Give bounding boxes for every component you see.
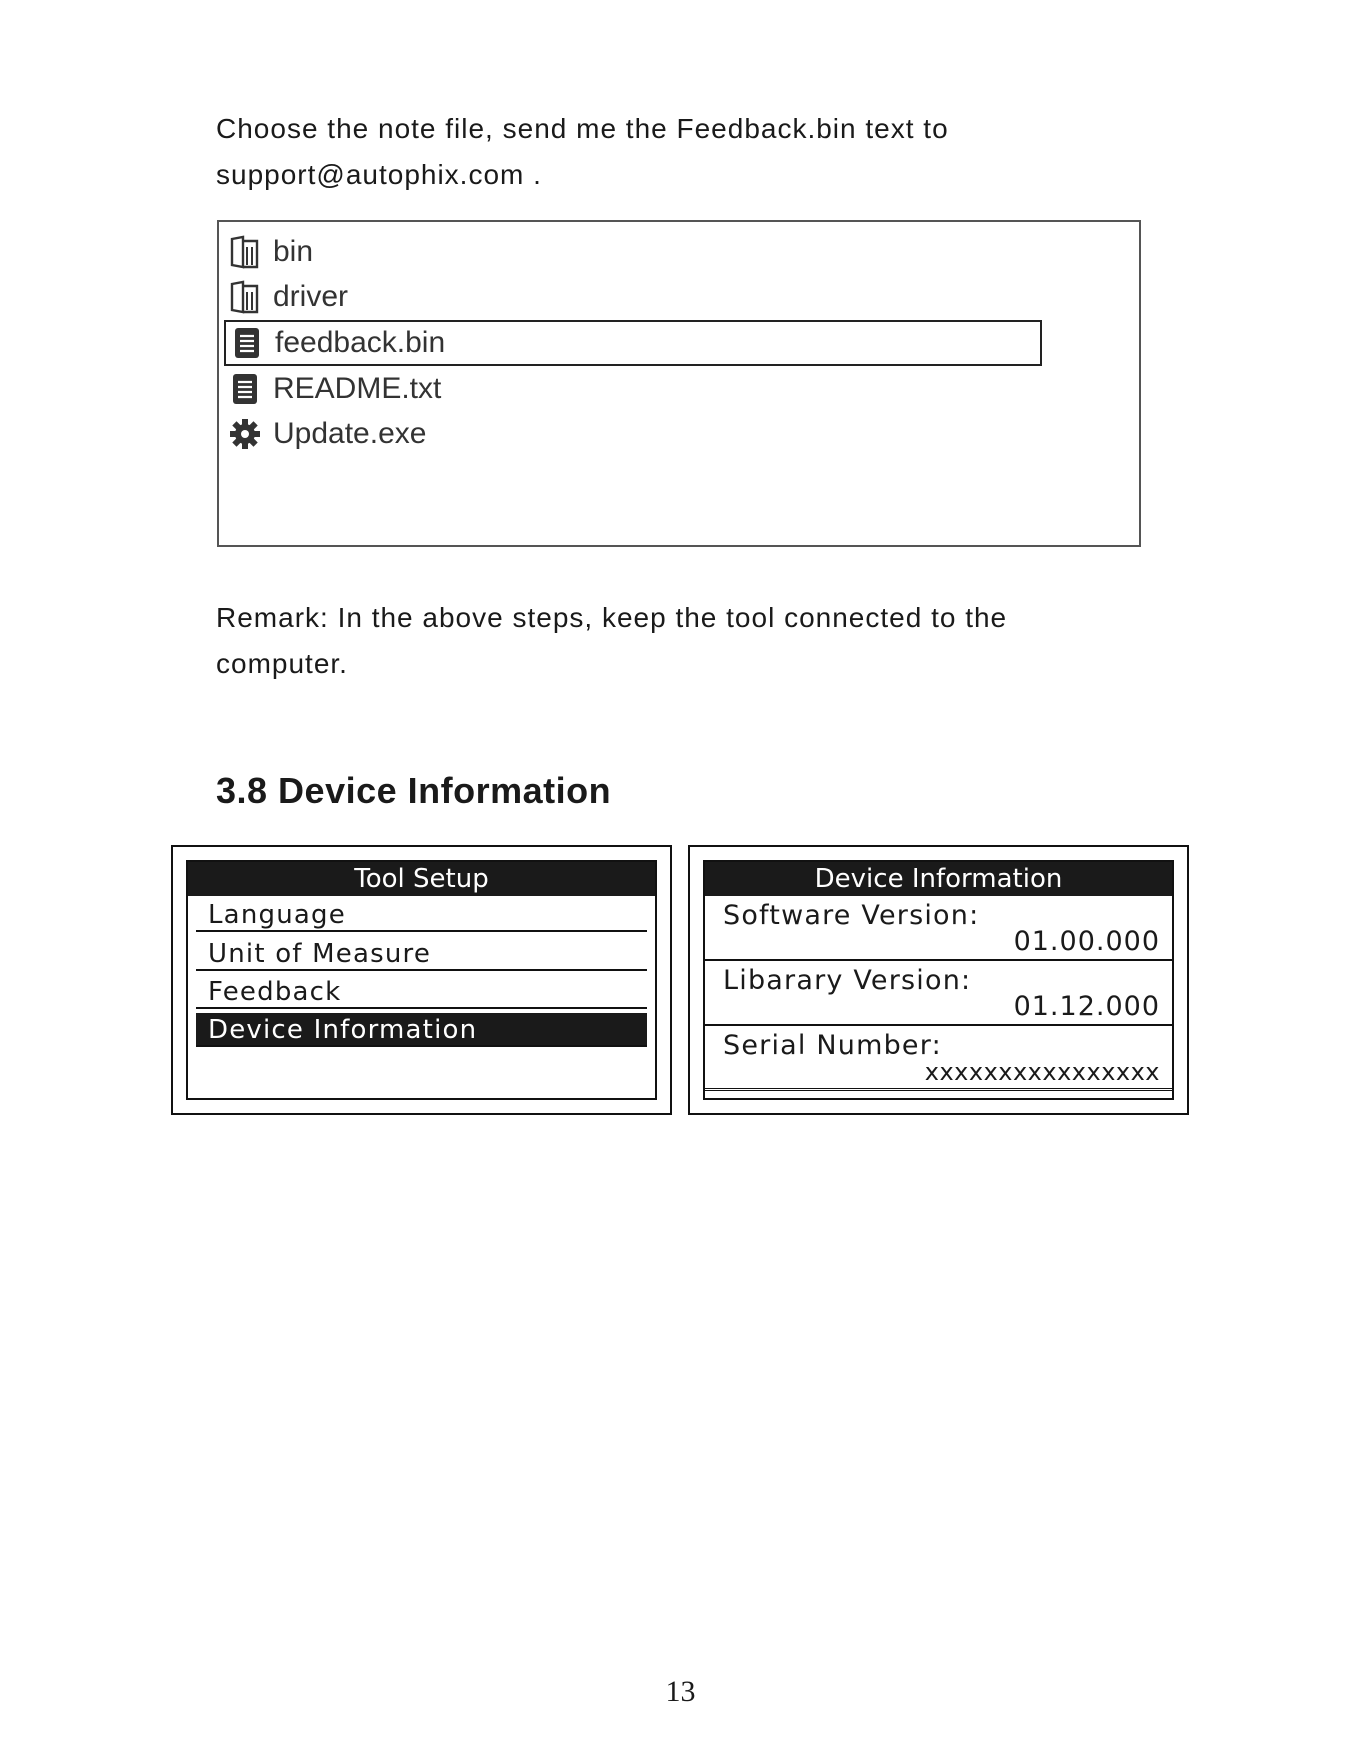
info-value: xxxxxxxxxxxxxxxx	[924, 1058, 1160, 1086]
info-label: Software Version:	[723, 900, 980, 931]
menu-item-feedback[interactable]: Feedback	[196, 975, 647, 1009]
intro-paragraph	[216, 106, 949, 198]
file-item-bin[interactable]	[229, 232, 1029, 272]
document-icon	[229, 372, 261, 406]
file-item-readme[interactable]	[229, 369, 1029, 409]
device-information-header: Device Information	[705, 862, 1172, 896]
gear-icon	[229, 417, 261, 451]
file-name: driver	[273, 280, 349, 313]
page-number: 13	[665, 1675, 696, 1708]
intro-line-2: support@autophix.com .	[216, 159, 542, 190]
file-name: bin	[273, 235, 314, 268]
file-browser	[217, 220, 1141, 547]
menu-item-language[interactable]: Language	[196, 898, 647, 932]
file-item-driver[interactable]	[229, 277, 1029, 317]
file-name: README.txt	[273, 372, 442, 405]
section-title: 3.8 Device Information	[216, 770, 612, 811]
remark-line-1: Remark: In the above steps, keep the tool connected to the	[216, 602, 1008, 633]
device-information-screen	[688, 845, 1189, 1115]
intro-line-1: Choose the note file, send me the Feedback.bin text to	[216, 113, 949, 144]
info-row-software-version	[705, 896, 1172, 961]
info-value: 01.00.000	[1013, 926, 1160, 957]
menu-item-unit-of-measure[interactable]: Unit of Measure	[196, 937, 647, 971]
file-item-feedback-bin[interactable]	[224, 320, 1042, 366]
tool-setup-display	[186, 860, 657, 1100]
menu-item-device-information[interactable]: Device Information	[196, 1013, 647, 1047]
info-label: Libarary Version:	[723, 965, 972, 996]
info-row-serial-number	[705, 1026, 1172, 1091]
file-name: Update.exe	[273, 417, 427, 450]
info-value: 01.12.000	[1013, 991, 1160, 1022]
tool-setup-header: Tool Setup	[188, 862, 655, 896]
device-information-display	[703, 860, 1174, 1100]
folder-icon	[229, 235, 261, 269]
document-icon	[231, 326, 263, 360]
info-label: Serial Number:	[723, 1030, 942, 1061]
info-row-library-version	[705, 961, 1172, 1026]
tool-setup-screen	[171, 845, 672, 1115]
remark-paragraph	[216, 595, 1007, 687]
remark-line-2: computer.	[216, 648, 348, 679]
file-name: feedback.bin	[275, 326, 446, 359]
folder-icon	[229, 280, 261, 314]
file-item-update-exe[interactable]	[229, 414, 1029, 454]
